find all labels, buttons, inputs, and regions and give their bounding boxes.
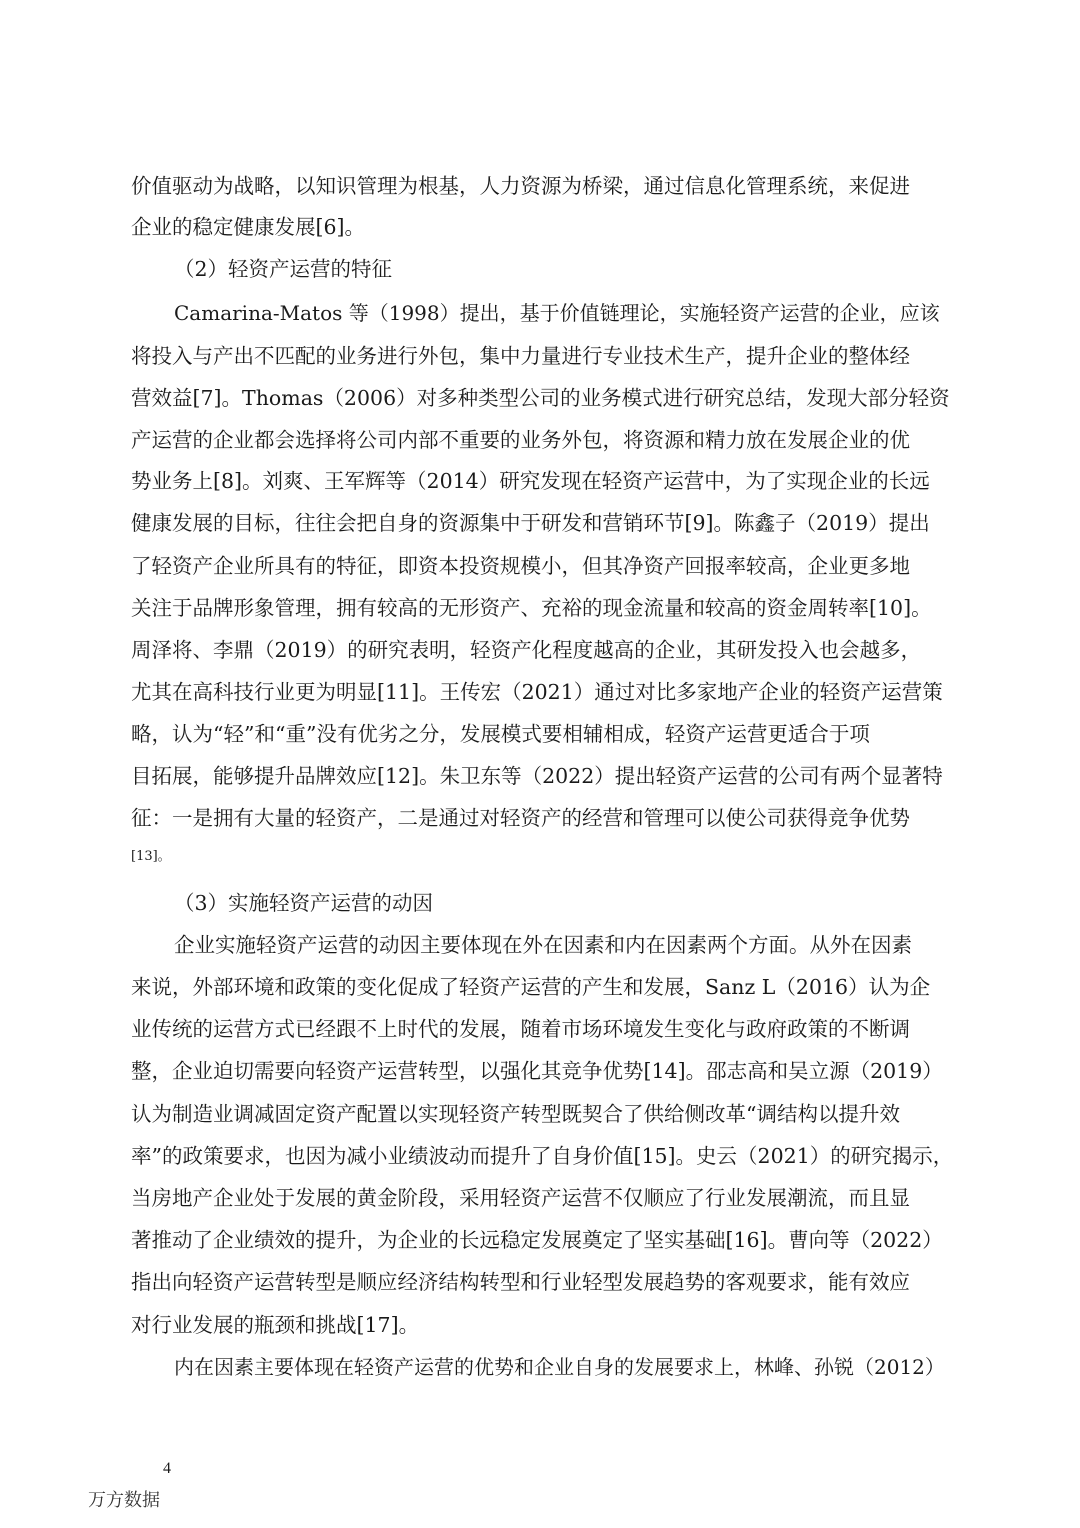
page-number: 4 <box>163 1460 171 1477</box>
body-line: 关注于品牌形象管理，拥有较高的无形资产、充裕的现金流量和较高的资金周转率[10]。 <box>131 596 932 620</box>
section-heading: （3）实施轻资产运营的动因 <box>174 891 434 915</box>
body-line: 对行业发展的瓶颈和挑战[17]。 <box>131 1313 420 1337</box>
body-line: 营效益[7]。Thomas（2006）对多种类型公司的业务模式进行研究总结，发现大部分轻资 <box>131 386 950 410</box>
section-heading: （2）轻资产运营的特征 <box>174 257 393 281</box>
body-line: 业传统的运营方式已经跟不上时代的发展，随着市场环境发生变化与政府政策的不断调 <box>131 1017 910 1041</box>
body-line: 势业务上[8]。刘爽、王军辉等（2014）研究发现在轻资产运营中，为了实现企业的长远 <box>131 469 930 493</box>
body-line: 当房地产企业处于发展的黄金阶段，采用轻资产运营不仅顺应了行业发展潮流，而且显 <box>131 1186 910 1210</box>
body-line: 目拓展，能够提升品牌效应[12]。朱卫东等（2022）提出轻资产运营的公司有两个显著特 <box>131 764 943 788</box>
body-line: 征：一是拥有大量的轻资产，二是通过对轻资产的经营和管理可以使公司获得竞争优势 <box>131 806 910 830</box>
body-line: 了轻资产企业所具有的特征，即资本投资规模小，但其净资产回报率较高，企业更多地 <box>131 554 910 578</box>
body-line: 周泽将、李鼎（2019）的研究表明，轻资产化程度越高的企业，其研发投入也会越多， <box>131 638 922 662</box>
body-line: 企业实施轻资产运营的动因主要体现在外在因素和内在因素两个方面。从外在因素 <box>174 933 912 957</box>
body-line: 企业的稳定健康发展[6]。 <box>131 215 366 239</box>
body-line: [13]。 <box>131 849 171 864</box>
body-line: 著推动了企业绩效的提升，为企业的长远稳定发展奠定了坚实基础[16]。曹向等（2022） <box>131 1228 943 1252</box>
body-line: 将投入与产出不匹配的业务进行外包，集中力量进行专业技术生产，提升企业的整体经 <box>131 344 910 368</box>
body-line: 认为制造业调减固定资产配置以实现轻资产转型既契合了供给侧改革“调结构以提升效 <box>131 1102 900 1126</box>
body-line: 价值驱动为战略，以知识管理为根基，人力资源为桥梁，通过信息化管理系统，来促进 <box>131 174 910 198</box>
body-line: 整，企业迫切需要向轻资产运营转型，以强化其竞争优势[14]。邵志高和吴立源（2019） <box>131 1059 943 1083</box>
body-line: 产运营的企业都会选择将公司内部不重要的业务外包，将资源和精力放在发展企业的优 <box>131 428 910 452</box>
body-line: 尤其在高科技行业更为明显[11]。王传宏（2021）通过对比多家地产企业的轻资产运营策 <box>131 680 943 704</box>
body-line: 率”的政策要求，也因为减小业绩波动而提升了自身价值[15]。史云（2021）的研究揭示， <box>131 1144 954 1168</box>
body-line: 来说，外部环境和政策的变化促成了轻资产运营的产生和发展，Sanz L（2016）认为企 <box>131 975 931 999</box>
body-line: 内在因素主要体现在轻资产运营的优势和企业自身的发展要求上，林峰、孙锐（2012） <box>174 1355 945 1379</box>
body-line: 略，认为“轻”和“重”没有优劣之分，发展模式要相辅相成，轻资产运营更适合于项 <box>131 722 870 746</box>
body-line: 指出向轻资产运营转型是顺应经济结构转型和行业轻型发展趋势的客观要求，能有效应 <box>131 1270 910 1294</box>
body-line: Camarina-Matos 等（1998）提出，基于价值链理论，实施轻资产运营的企业，应该 <box>174 301 940 325</box>
watermark: 万方数据 <box>88 1490 160 1511</box>
body-line: 健康发展的目标，往往会把自身的资源集中于研发和营销环节[9]。陈鑫子（2019）提出 <box>131 511 930 535</box>
